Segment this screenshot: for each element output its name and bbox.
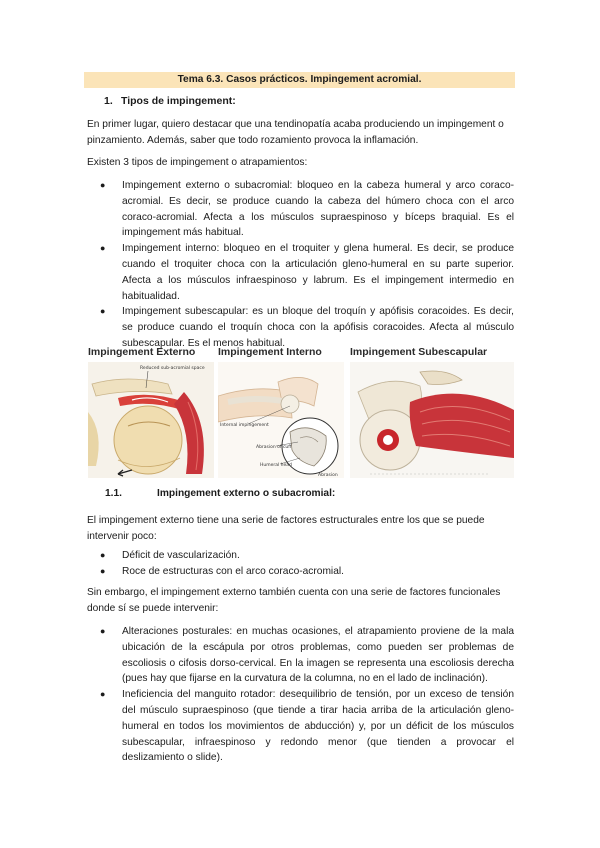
bullet-icon: ● (100, 689, 106, 700)
bullet-icon: ● (100, 565, 106, 576)
subsection-heading-externo (105, 488, 335, 499)
list-item: ● Roce de estructuras con el arco coraco-acromial. (100, 564, 514, 580)
figure-annotation: Internal impingement (220, 423, 269, 428)
shoulder-illustration (350, 362, 514, 478)
intro-paragraph: En primer lugar, quiero destacar que una tendinopatía acaba produciendo un impingement o pinzamiento. Además, saber que todo rozamiento provoca la inflamación. (87, 119, 504, 146)
subsection-heading-text: Impingement externo o subacromial: (157, 488, 336, 499)
list-item: ● Ineficiencia del manguito rotador: desequilibrio de tensión, por un exceso de tensión del músculo supraespinoso (que tiende a tirar hacia arriba de la articulación gleno-humeral en todos los movimientos de abducción) y, por un déficit de los músculos subescapular, infraespinoso y redondo menor (que tienden a provocar el deslizamiento o slide). (100, 689, 514, 764)
types-list (100, 178, 514, 352)
types-intro: Existen 3 tipos de impingement o atrapamientos: (87, 157, 308, 168)
figure-annotation: Abrasion (318, 473, 338, 478)
list-item: ● Alteraciones posturales: en muchas ocasiones, el atrapamiento proviene de la mala ubicación de la escápula por otros problemas, como pueden ser problemas de escoliosis o cifosis dorso-cervical. En la imagen se representa una escoliosis derecha (pues hay que fijarse en la curvatura de la columna, no en el lado de inclinación). (100, 626, 514, 685)
list-item: ● Déficit de vascularización. (100, 548, 514, 564)
section-heading-tipos (104, 95, 236, 107)
bullet-icon: ● (100, 626, 106, 636)
list-item: ● Impingement interno: bloqueo en el troquiter y glena humeral. Es decir, se produce cuando el troquiter choca con la articulación gleno-humeral en su parte superior. Afecta a los músculos infraespinoso y labrum. Es el impingement intermedio en habitualidad. (100, 243, 514, 302)
bullet-icon: ● (100, 180, 106, 190)
figure-annotation: Humeral head (260, 463, 292, 468)
bullet-icon: ● (100, 243, 106, 254)
figure-label: Impingement Subescapular (350, 346, 488, 358)
subsection-number: 1.1. (105, 488, 122, 499)
bullet-icon: ● (100, 550, 106, 560)
figure-label: Impingement Externo (88, 346, 196, 358)
list-item: ● Impingement externo o subacromial: bloqueo en la cabeza humeral y arco coraco-acromial. Es decir, se produce cuando la cabeza del húmero choca con el arco coraco-acromial. Afecta a los músculos supraespinoso y bíceps braquial. Es el impingement más habitual. (100, 180, 514, 239)
section-number: 1. (104, 95, 113, 107)
bullet-icon: ● (100, 306, 106, 317)
estructurales-list (100, 548, 514, 580)
figure-impingement-subescapular (350, 346, 514, 476)
figure-impingement-interno (218, 346, 344, 476)
funcionales-intro: Sin embargo, el impingement externo también cuenta con una serie de factores funcionales donde sí se puede intervenir: (87, 587, 501, 614)
document-title: Tema 6.3. Casos prácticos. Impingement acromial. (84, 72, 515, 88)
figure-label: Impingement Interno (218, 346, 322, 358)
section-heading-text: Tipos de impingement: (121, 95, 236, 107)
shoulder-illustration (88, 362, 214, 478)
funcionales-list (100, 624, 514, 766)
figure-annotation: Reduced sub-acromial space (140, 366, 205, 371)
list-item: ● Impingement subescapular: es un bloque del troquín y apófisis coracoides. Es decir, se produce cuando el troquín choca con la apófisis coracoides. Afecta al músculo subescapular. Es el menos habitual. (100, 306, 514, 349)
estructurales-intro: El impingement externo tiene una serie de factores estructurales entre los que se puede intervenir poco: (87, 515, 485, 542)
figure-annotation: Abrasion of cuff (256, 445, 292, 450)
figure-impingement-externo (88, 346, 214, 476)
shoulder-illustration (218, 362, 344, 478)
